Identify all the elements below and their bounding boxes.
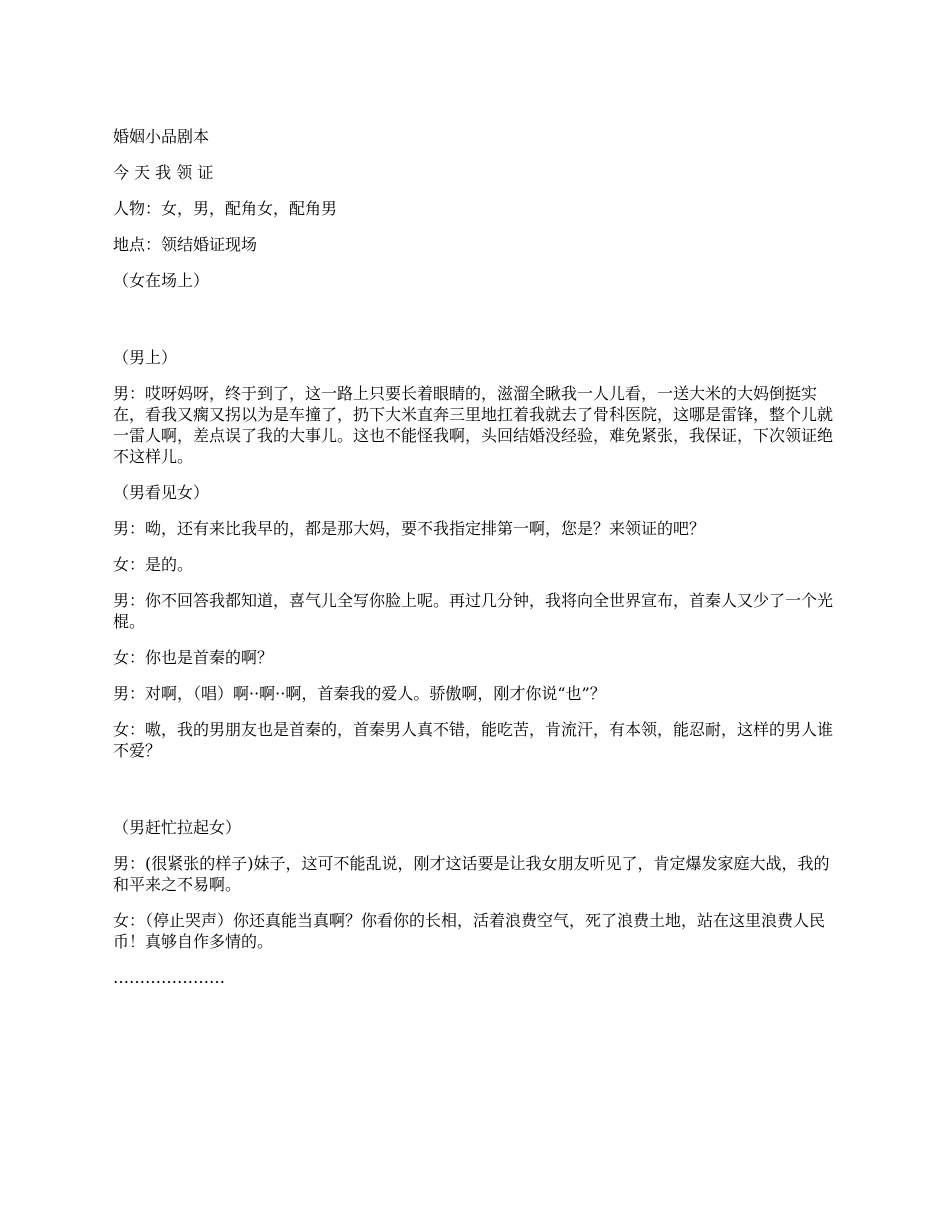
- location-line: 地点：领结婚证现场: [113, 235, 258, 254]
- script-title: 婚姻小品剧本: [113, 127, 210, 146]
- ellipsis-line: …………………: [113, 968, 225, 987]
- dialogue-line: 女：你也是首秦的啊？: [113, 648, 274, 667]
- stage-direction: （男赶忙拉起女）: [113, 818, 242, 837]
- stage-direction: （女在场上）: [113, 271, 210, 290]
- dialogue-line: 女：是的。: [113, 555, 194, 574]
- dialogue-line: 男：你不回答我都知道，喜气儿全写你脸上呢。再过几分钟，我将向全世界宣布，首秦人又少了一个光棍。: [113, 591, 834, 631]
- characters-line: 人物：女，男，配角女，配角男: [113, 199, 338, 218]
- dialogue-line: 男：哎呀妈呀，终于到了，这一路上只要长着眼睛的，滋溜全瞅我一人儿看，一送大米的大妈倒挺实在，看我又瘸又拐以为是车撞了，扔下大米直奔三里地扛着我就去了骨科医院，这哪是雷锋，整个儿就一雷人啊，差点误了我的大事儿。这也不能怪我啊，头回结婚没经验，难免紧张，我保证，下次领证绝不这样儿。: [113, 384, 834, 466]
- blank-line: [113, 306, 843, 347]
- dialogue-line: 男：对啊，（唱）啊··啊··啊，首秦我的爱人。骄傲啊，刚才你说“也”？: [113, 684, 606, 703]
- dialogue-line: 男：(很紧张的样子)妹子，这可不能乱说，刚才这话要是让我女朋友听见了，肯定爆发家庭大战，我的和平来之不易啊。: [113, 854, 830, 894]
- stage-direction: （男上）: [113, 348, 178, 367]
- dialogue-line: 女：嗷，我的男朋友也是首秦的，首秦男人真不错，能吃苦，肯流汗，有本领，能忍耐，这样的男人谁不爱？: [113, 720, 834, 760]
- blank-line: [113, 776, 843, 817]
- dialogue-line: 女：（停止哭声）你还真能当真啊？你看你的长相，活着浪费空气，死了浪费土地，站在这里浪费人民币！真够自作多情的。: [113, 911, 826, 951]
- dialogue-line: 男：呦，还有来比我早的，都是那大妈，要不我指定排第一啊，您是？来领证的吧？: [113, 519, 706, 538]
- stage-direction: （男看见女）: [113, 483, 210, 502]
- document-body: [113, 126, 843, 988]
- play-title: 今 天 我 领 证: [113, 163, 214, 182]
